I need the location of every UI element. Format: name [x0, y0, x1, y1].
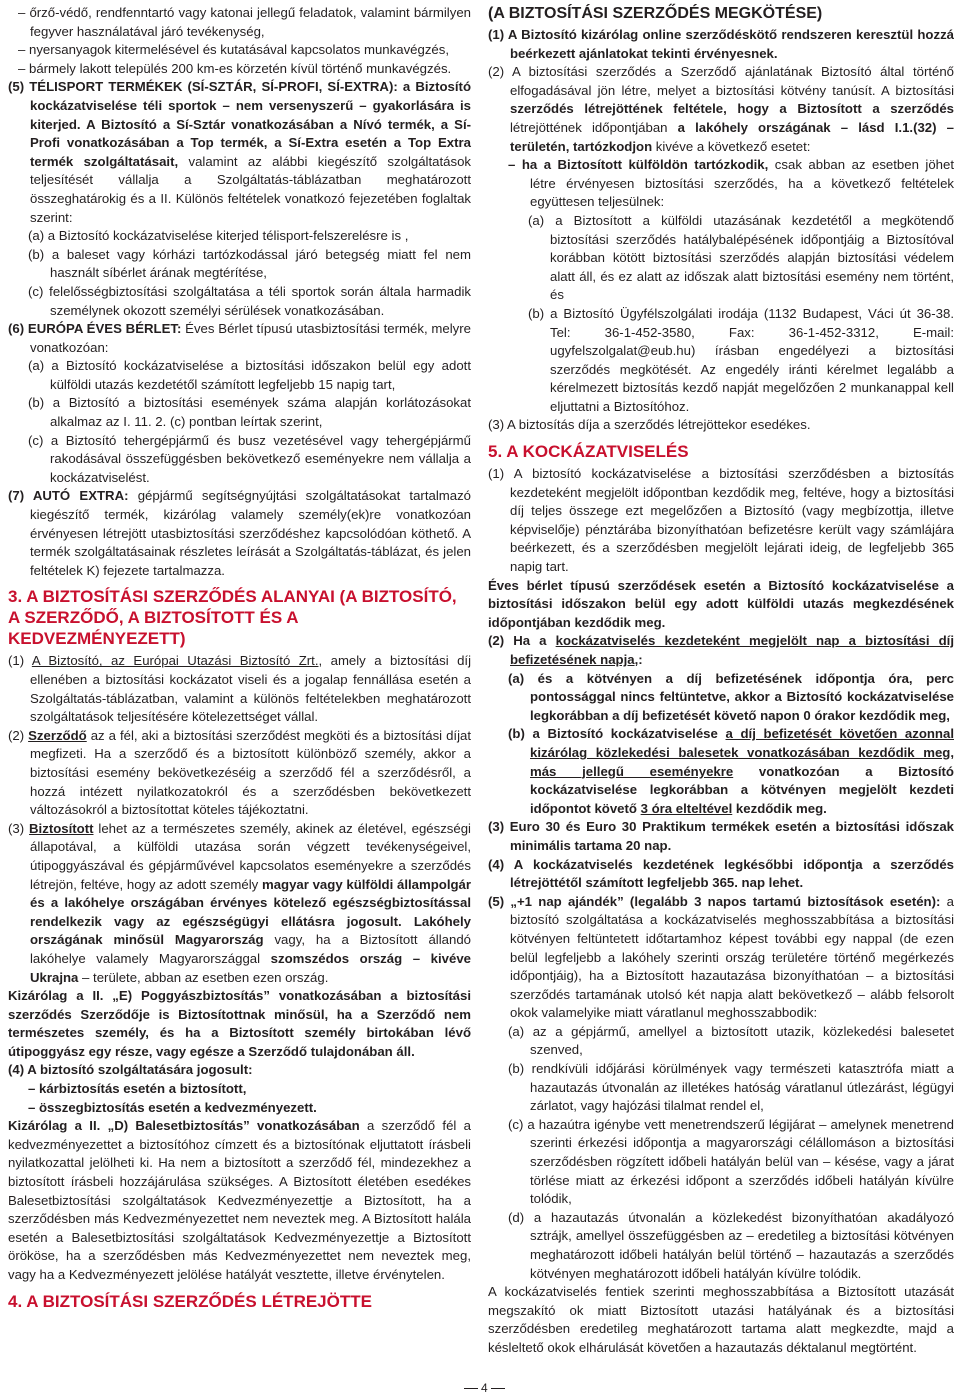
list-item: (c) a hazaútra igénybe vett menetrendszerű légijárat – amelynek menetrend szerinti érkezési időpontja a magyarországi célállomáson a biztosítási szerződésben rögzített időbeli hatályán belül van – késése, vagy a járat törlése miatt az érkezési időpont a szerződés időbeli hatályán kívülre tolódik,: [508, 1116, 954, 1207]
list-item: – ha a Biztosított külföldön tartózkodik, csak abban az esetben jöhet létre érvényesen biztosítási szerződés, ha a következő feltételek együttesen teljesülnek:: [508, 157, 955, 210]
left-column: [8, 4, 471, 1315]
exclusive-e-paragraph: Kizárólag a II. „E) Poggyászbiztosítás” vonatkozásában a biztosítási szerződés Szerződője is Biztosítottnak minősül, ha a Szerződő nem természetes személy, és ha a Biztosított személy birtokában lévő útipoggyász egy része, vagy egésze a Szerződő tulajdonában áll.: [8, 988, 471, 1059]
section-5-paragraph: (5) TÉLISPORT TERMÉKEK (SÍ-SZTÁR, SÍ-PROFI, SÍ-EXTRA): a Biztosító kockázatviselése téli sportok – nem versenyszerű – gyakorlására is kiterjed. A Biztosító a Sí-Sztár vonatkozásában a Nívó termék, a Sí-Profi vonatkozásában a Top termék, a Sí-Extra esetén a Top Extra termék szolgáltatásait, valamint az alábbi kiegészítő szolgáltatások teljesítését vállalja a Szolgáltatás-táblázatban meghatározott összeghatárokig és a II. Különös feltételek vonatkozó fejezetében foglaltak szerint:: [8, 79, 472, 225]
list-item: (3) A biztosítás díja a szerződés létrejöttekor esedékes.: [488, 417, 811, 433]
party-contractor: (2) Szerződő az a fél, aki a biztosítási szerződést megköti és a biztosítási díjat megfizeti. Ha a szerződő és a biztosított különböző személy, akkor a biztosítási esemény bekövetkezéséig a szerződő fél a szerződésről, a hozzá intézett nyilatkozatokról és a szerződésben bekövetkezett változásokról a biztosítottat köteles tájékoztatni.: [8, 727, 472, 818]
list-item: (b) a Biztosító kockázatviselése a díj befizetését követően azonnal kizárólag közlekedési balesetek vonatkozásában kezdődik meg, más jellegű eseményekre vonatkozóan a Biztosító kockázatviselése legkorábban a kötvényen megjelölt kezdeti időpontot követő 3 óra elteltével kezdődik meg.: [508, 726, 954, 816]
section-3-heading: 3. A BIZTOSÍTÁSI SZERZŐDÉS ALANYAI (A BIZTOSÍTÓ, A SZERZŐDŐ, A BIZTOSÍTOTT ÉS A KEDVEZMÉNYEZETT): [8, 587, 457, 649]
list-item: (b) a Biztosító a biztosítási események száma alapján korlátozásokat alkalmaz az I. 11. 2. (c) pontban leírtak szerint,: [28, 395, 471, 430]
entitled-heading: (4) A biztosító szolgáltatására jogosult:: [8, 1062, 253, 1078]
list-item: (a) az a gépjármű, amellyel a biztosított utazik, közlekedési balesetet szenved,: [508, 1023, 954, 1058]
list-item: (d) a hazautazás útvonalán a közlekedést bizonyíthatóan akadályozó sztrájk, amellyel összefüggésben az – eredetileg a biztosítási kötvényen meghatározott időbeli hatályán belül történő – hazautazás a szerződés kötvényen meghatározott időbeli hatályán kívülre tolódik.: [508, 1209, 954, 1281]
list-item: (1) A Biztosító kizárólag online szerződéskötő rendszeren keresztül hozzá beérkezett ajánlatokat tekinti érvényesnek.: [488, 27, 954, 61]
list-item: (a) a Biztosító kockázatviselése a biztosítási időszakon belül egy adott külföldi utazás kezdetétől számított legfeljebb 15 napig tart,: [28, 358, 471, 392]
section-5-heading: (5) TÉLISPORT TERMÉKEK (SÍ-SZTÁR, SÍ-PROFI, SÍ-EXTRA):: [8, 79, 398, 95]
list-item: (4) A kockázatviselés kezdetének legkésőbbi időpontja a szerződés létrejöttétől számított legfeljebb 365. nap lehet.: [488, 856, 954, 891]
exclusive-d-paragraph: Kizárólag a II. „D) Balesetbiztosítás” vonatkozásában a szerződő fél a kedvezményezettet a biztosítóhoz címzett és a biztosítónak eljuttatott írásbeli nyilatkozattal jelölheti ki. Ha nem a biztosított a szerződő fél, mindezekhez a biztosított írásbeli hozzájárulása szükséges. A Biztosított életében esedékes Balesetbiztosítási szolgáltatások Kedvezményezettje a Biztosított, ha a szerződésben más Kedvezményezettet nem neveztek meg. A Biztosított halála esetén a Balesetbiztosítási szolgáltatások Kedvezményezettje a Biztosított örököse, ha a szerződésben más Kedvezményezettet nem neveztek meg, vagy ha a Kedvezményezett jelölése hatályát vesztette, illetve érvénytelen.: [8, 1118, 471, 1282]
annual-pass-paragraph: Éves bérlet típusú szerződések esetén a Biztosító kockázatviselése a biztosítási időszakon belül egy adott külföldi utazás megkezdésének időpontjában kezdődik meg.: [488, 577, 954, 630]
section-7-paragraph: (7) AUTÓ EXTRA: gépjármű segítségnyújtási szolgáltatásokat tartalmazó kiegészítő termék, kizárólag valamely személy(ek)re vonatkozóan érvényesen létrejött utasbiztosítási szerződéshez kapcsolódóan köthető. A termék szolgáltatásainak részletes leírását a Szolgáltatás-táblázat, és jelen feltételek K) fejezete tartalmazza.: [8, 488, 471, 578]
party-insured: (3) Biztosított lehet az a természetes személy, akinek az életével, egészségi állapotával, a külföldi utazása során végzett tevékenységeivel, útipoggyászával és gépjárművével kapcsolatos eseményekre a szerződés létrejön, feltéve, hogy az adott személy magyar vagy külföldi állampolgár és a lakóhelye országában érvényes kötelező egészségbiztosítással rendelkezik vagy az egészségügyi ellátásra jogosult. Lakóhely országának minősül Magyarország vagy, ha a Biztosított állandó lakóhelye valamely Magyarországgal szomszédos ország – kivéve Ukrajna – területe, abban az esetben ezen ország.: [8, 820, 471, 985]
list-item: (2) A biztosítási szerződés a Szerződő ajánlatának Biztosító által történő elfogadásával jön létre, melyet a biztosítási kötvény tanúsít. A biztosítási szerződés létrejöttének feltétele, hogy a Biztosított a szerződés létrejöttének időpontjában a lakóhely országának – lásd I.1.(32) – területén, tartózkodjon kivéve a következő esetet:: [488, 64, 954, 154]
list-item: – bármely lakott település 200 km-es körzetén kívül történő munkavégzés.: [18, 60, 452, 76]
list-item: – kárbiztosítás esetén a biztosított,: [28, 1081, 247, 1097]
list-item: (2) Ha a kockázatviselés kezdeteként megjelölt nap a biztosítási díj befizetésének napja,:: [488, 633, 954, 667]
party-insurer: (1) A Biztosító, az Európai Utazási Biztosító Zrt., amely a biztosítási díj ellenében a biztosítási kockázatot viseli és a jogalap fennállása esetén a Szolgáltatás-táblázatban, valamint a különös feltételekben meghatározott szolgáltatások teljesítésére kötelezettséget vállal.: [8, 653, 471, 725]
list-item: (b) a Biztosító Ügyfélszolgálati irodája (1132 Budapest, Váci út 36-38. Tel: 36-1-452-3580, Fax: 36-1-452-3312, E-mail: ugyfelszolgalat@eub.hu) írásban engedélyezi a biztosítási szerződés megkötését. Az engedély iránti kérelmet legalább a kérelmezett biztosítás kezdő napját megelőzően 2 munkanappal kell eljuttatni a Biztosítóhoz.: [528, 305, 954, 414]
closing-paragraph: A kockázatviselés fentiek szerinti meghosszabbítása a Biztosított utazását megszakító ok miatt Biztosított utazási hatályának és a biztosítási szerződésben eredetileg meghatározott tartama alatt megkezdte, majd a késleltető okok elhárulását követően a hazautazás déktalanul megtörtént.: [488, 1284, 954, 1355]
rule-right: [491, 1388, 505, 1389]
list-item: (a) a Biztosító kockázatviselése kiterjed télisport-felszerelésre is ,: [28, 228, 409, 244]
list-item: (c) a Biztosító tehergépjármű és busz vezetésével vagy tehergépjármű rakodásával összefüggésben bekövetkező eseményekre nem vállalja a kockázatviselést.: [28, 432, 471, 485]
right-column: [488, 4, 954, 1358]
list-item: (a) a Biztosított a külföldi utazásának kezdetétől a megkötendő biztosítási szerződés hatálybalépésének időpontjáig a Biztosítóval korábban kötött biztosítási szerződés alapján biztosítási védelem alatt áll, és ez alatt az időszak alatt biztosítási esemény nem történt, és: [528, 212, 954, 303]
section-6-paragraph: (6) EURÓPA ÉVES BÉRLET: Éves Bérlet típusú utasbiztosítási termék, melyre vonatkozóan:: [8, 321, 471, 355]
section-5-heading: 5. A KOCKÁZATVISELÉS: [488, 442, 689, 462]
list-item: (5) „+1 nap ajándék” (legalább 3 napos tartamú biztosítások esetén): a biztosító szolgáltatása a kockázatviselés meghosszabbítása a biztosítási kötvényen feltüntetett időtartamhoz képest további egy nappal (de ezen belül legfeljebb a lakóhely szerinti ország területére történő megérkezés időpontjáig), ha a Biztosított hazautazása bizonyíthatóan – a biztosítási szerződés tartamának utolsó két napja alatt bekövetkező – alább felsorolt okok valamelyike miatt váratlanul meghosszabbodik:: [488, 893, 954, 1021]
page-number: 4: [461, 1381, 508, 1395]
section-4-heading: 4. A BIZTOSÍTÁSI SZERZŐDÉS LÉTREJÖTTE: [8, 1291, 372, 1311]
list-item: – összegbiztosítás esetén a kedvezményezett.: [28, 1099, 317, 1115]
list-item: (b) a baleset vagy kórházi tartózkodással járó betegség miatt fel nem használt síbérlet árának megtérítése,: [28, 246, 471, 281]
list-item: – őrző-védő, rendfenntartó vagy katonai jellegű feladatok, valamint bármilyen fegyver használatával járó tevékenység,: [18, 5, 471, 39]
list-item: (a) és a kötvényen a díj befizetésének időpontja óra, perc pontossággal nincs feltüntetve, akkor a Biztosító kockázatviselése legkorábban a díj befizetését követő napon 0 órakor kezdődik meg,: [508, 670, 954, 723]
list-item: (1) A biztosító kockázatviselése a biztosítási szerződésben a biztosítás kezdeteként megjelölt időpontban kezdődik meg, feltéve, hogy a biztosítási díj teljes összege ezt megelőzően a Biztosító (vagy megbízottja, illetve képviselője) pénztárába bizonyíthatóan befizetésre került vagy számlájára beérkezett, és a szerződésben megjelölt lejárati ideig, de legfeljebb 365 napig tart.: [488, 466, 954, 575]
list-item: (3) Euro 30 és Euro 30 Praktikum termékek esetén a biztosítási időszak minimális tartama 20 nap.: [488, 819, 954, 853]
contract-conclusion-heading: (A BIZTOSÍTÁSI SZERZŐDÉS MEGKÖTÉSE): [488, 5, 823, 22]
rule-left: [464, 1388, 478, 1389]
list-item: (c) felelősségbiztosítási szolgáltatása a téli sportok során általa harmadik személynek okozott személyi sérülések vonatkozásában.: [28, 283, 471, 318]
list-item: – nyersanyagok kitermelésével és kutatásával kapcsolatos munkavégzés,: [18, 42, 450, 58]
list-item: (b) rendkívüli időjárási körülmények vagy természeti katasztrófa miatt a hazautazás útvonalán az illetékes hatóság váratlanul útlezárást, légügyi zárlatot, vagy hajózási tilalmat rendel el,: [508, 1061, 954, 1114]
